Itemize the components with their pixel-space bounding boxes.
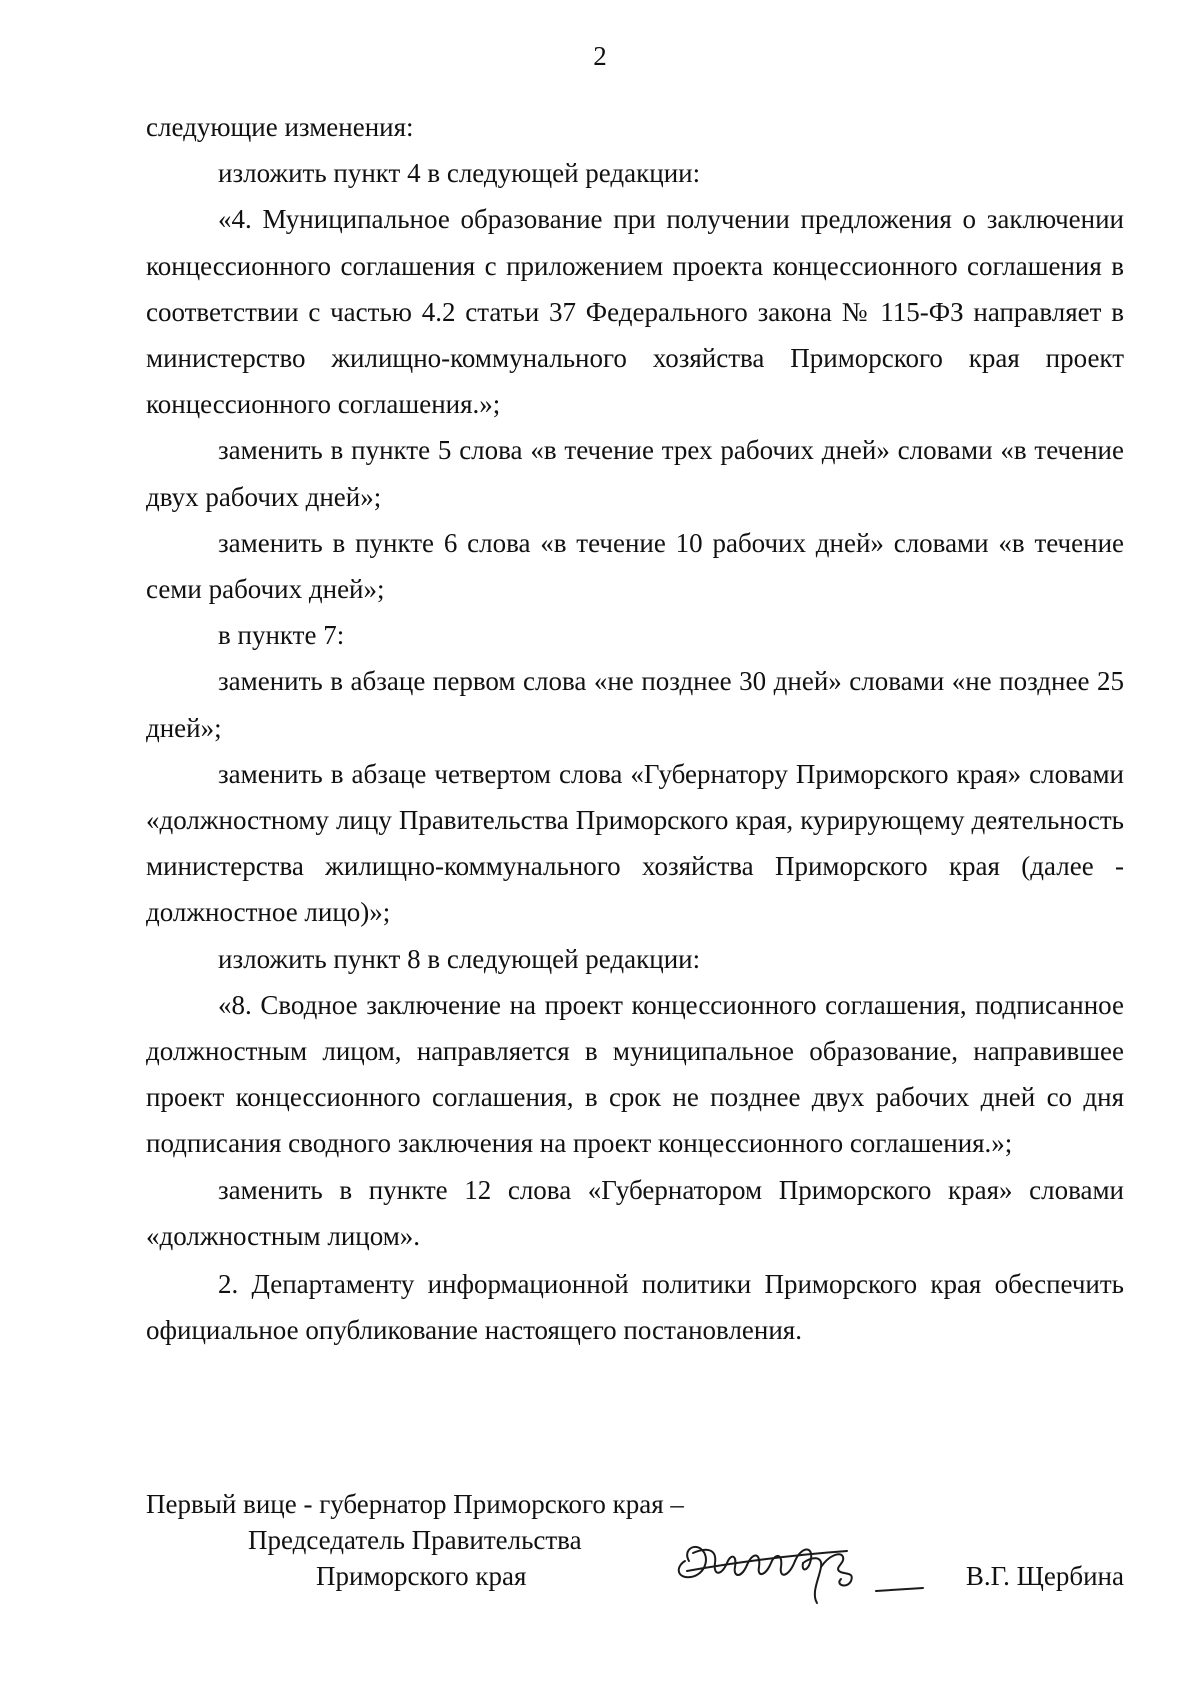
signer-position-line-2: Председатель Правительства — [248, 1525, 582, 1555]
document-body — [146, 104, 1124, 1353]
signer-position-line-1: Первый вице - губернатор Приморского края – — [146, 1489, 684, 1519]
paragraph-8: заменить в абзаце четвертом слова «Губернатору Приморского края» словами «должностному лицу Правительства Приморского края, курирующему деятельность министерства жилищно-коммунального хозяйства Приморского края (далее - должностное лицо)»; — [146, 758, 1124, 928]
handwritten-signature — [671, 1527, 931, 1612]
paragraph-3: «4. Муниципальное образование при получении предложения о заключении концессионного соглашения с приложением проекта концессионного соглашения в соответствии с частью 4.2 статьи 37 Федерального закона № 115-ФЗ направляет в министерство жилищно-коммунального хозяйства Приморского края проект концессионного соглашения.»; — [146, 204, 1124, 420]
page-number: 2 — [593, 41, 607, 71]
paragraph-7: заменить в абзаце первом слова «не позднее 30 дней» словами «не позднее 25 дней»; — [146, 666, 1124, 743]
paragraph-5: заменить в пункте 6 слова «в течение 10 рабочих дней» словами «в течение семи рабочих дней»; — [146, 527, 1124, 605]
paragraph-2: изложить пункт 4 в следующей редакции: — [218, 158, 701, 189]
paragraph-1: следующие изменения: — [146, 112, 414, 142]
paragraph-11: заменить в пункте 12 слова «Губернатором Приморского края» словами «должностным лицом». — [146, 1174, 1124, 1251]
signature-block — [146, 1487, 1124, 1607]
signer-position-line-3: Приморского края — [316, 1561, 527, 1591]
paragraph-12: 2. Департаменту информационной политики Приморского края обеспечить официальное опубликование настоящего постановления. — [146, 1269, 1124, 1346]
paragraph-6: в пункте 7: — [218, 620, 345, 651]
paragraph-10: «8. Сводное заключение на проект концессионного соглашения, подписанное должностным лицом, направляется в муниципальное образование, направившее проект концессионного соглашения, в срок не позднее двух рабочих дней со дня подписания сводного заключения на проект концессионного соглашения.»; — [146, 989, 1124, 1159]
paragraph-4: заменить в пункте 5 слова «в течение трех рабочих дней» словами «в течение двух рабочих дней»; — [146, 435, 1124, 512]
signer-name: В.Г. Щербина — [965, 1561, 1124, 1591]
paragraph-9: изложить пункт 8 в следующей редакции: — [218, 943, 701, 974]
